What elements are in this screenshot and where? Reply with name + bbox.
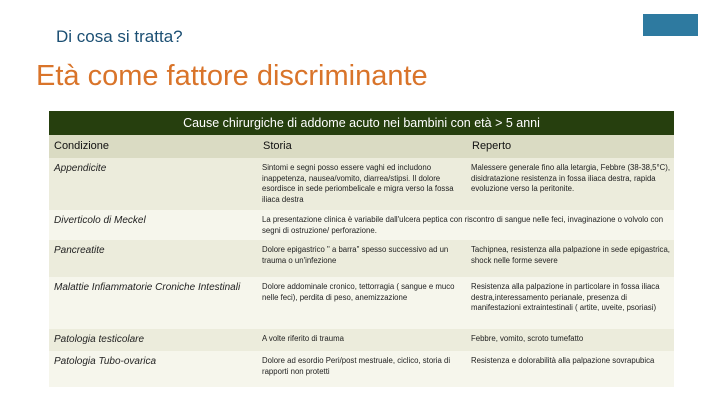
table-row xyxy=(49,329,674,351)
column-header-storia: Storia xyxy=(263,140,292,152)
conditions-table-container xyxy=(49,111,674,387)
table-header-row xyxy=(49,135,674,158)
finding-cell: Resistenza alla palpazione in particolare in fossa iliaca destra,interessamento perianale, presenza di manifestazioni extraintestinali ( artite, uveite, psoriasi) xyxy=(471,282,660,312)
history-cell: Sintomi e segni posso essere vaghi ed includono inappetenza, nausea/vomito, diarrea/stipsi. Il dolore esordisce in sede periombelicale e migra verso la fossa iliaca destra xyxy=(262,163,454,204)
condition-cell: Diverticolo di Meckel xyxy=(54,215,146,226)
condition-cell: Patologia Tubo-ovarica xyxy=(54,356,157,367)
section-subtitle: Di cosa si tratta? xyxy=(56,27,183,46)
finding-cell: Febbre, vomito, scroto tumefatto xyxy=(471,334,584,343)
condition-cell: Malattie Infiammatorie Croniche Intestinali xyxy=(54,282,241,293)
table-row xyxy=(49,240,674,277)
finding-cell: Malessere generale fino alla letargia, Febbre (38-38,5°C), disidratazione resistenza in fossa iliaca destra, rapida evoluzione verso la peritonite. xyxy=(471,163,671,193)
history-cell: Dolore epigastrico " a barra" spesso successivo ad un trauma o un'infezione xyxy=(262,245,449,265)
corner-accent-tab xyxy=(643,14,698,36)
column-header-condizione: Condizione xyxy=(54,140,110,152)
finding-cell: Tachipnea, resistenza alla palpazione in sede epigastrica, shock nelle forme severe xyxy=(471,245,670,265)
history-cell: A volte riferito di trauma xyxy=(262,334,344,343)
conditions-table xyxy=(49,135,674,387)
column-header-reperto: Reperto xyxy=(472,140,512,152)
condition-cell: Patologia testicolare xyxy=(54,334,145,345)
slide-title: Età come fattore discriminante xyxy=(36,60,428,92)
condition-cell: Pancreatite xyxy=(54,245,105,256)
history-cell: Dolore ad esordio Peri/post mestruale, ciclico, storia di rapporti non protetti xyxy=(262,356,451,376)
finding-cell: Resistenza e dolorabilità alla palpazione sovrapubica xyxy=(471,356,655,365)
history-cell: La presentazione clinica è variabile dall'ulcera peptica con riscontro di sangue nelle feci, invaginazione o volvolo con segni di ostruzione/ perforazione. xyxy=(262,215,664,235)
history-cell: Dolore addominale cronico, tettorragia ( sangue e muco nelle feci), perdita di peso, anemizzazione xyxy=(262,282,455,302)
table-row xyxy=(49,210,674,240)
table-caption: Cause chirurgiche di addome acuto nei bambini con età > 5 anni xyxy=(49,111,674,135)
table-row xyxy=(49,158,674,210)
table-row xyxy=(49,351,674,387)
table-row xyxy=(49,277,674,329)
condition-cell: Appendicite xyxy=(54,163,107,174)
